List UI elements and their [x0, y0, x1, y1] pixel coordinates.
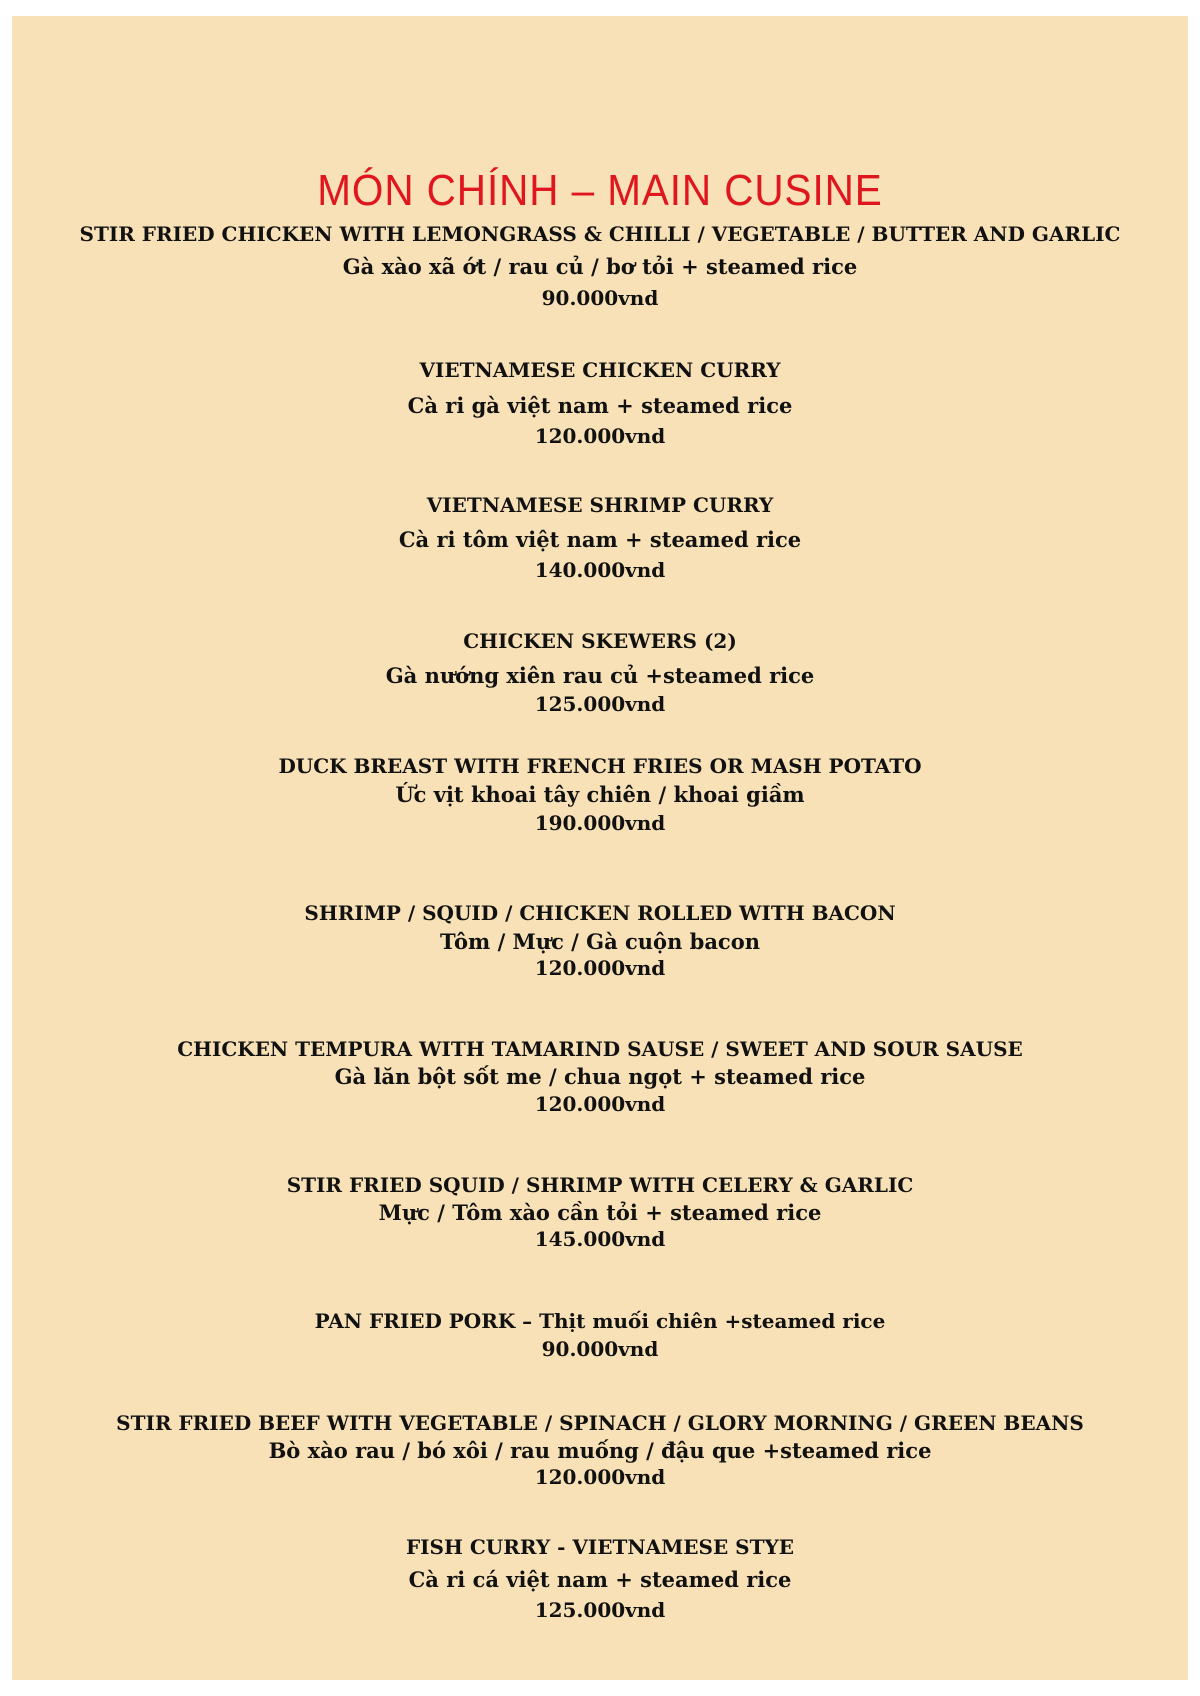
item-description: Cà ri gà việt nam + steamed rice: [407, 393, 793, 418]
item-price: 120.000vnd: [534, 424, 666, 448]
item-name: DUCK BREAST WITH FRENCH FRIES OR MASH POTATO: [278, 754, 922, 778]
item-description: Bò xào rau / bó xôi / rau muống / đậu que +steamed rice: [268, 1438, 932, 1463]
item-description: Cà ri cá việt nam + steamed rice: [408, 1567, 792, 1592]
item-name: STIR FRIED CHICKEN WITH LEMONGRASS & CHILLI / VEGETABLE / BUTTER AND GARLIC: [79, 222, 1121, 246]
item-description: Mực / Tôm xào cần tỏi + steamed rice: [378, 1200, 822, 1225]
item-description: Gà nướng xiên rau củ +steamed rice: [385, 663, 815, 688]
item-description: Gà lăn bột sốt me / chua ngọt + steamed rice: [334, 1064, 866, 1089]
item-name: STIR FRIED BEEF WITH VEGETABLE / SPINACH / GLORY MORNING / GREEN BEANS: [116, 1411, 1084, 1435]
menu-title: MÓN CHÍNH – MAIN CUSINE: [317, 166, 883, 215]
item-name: SHRIMP / SQUID / CHICKEN ROLLED WITH BACON: [304, 901, 896, 925]
item-price: 125.000vnd: [534, 1598, 666, 1622]
menu-page: [12, 16, 1188, 1680]
item-price: 120.000vnd: [534, 956, 666, 980]
item-description: Cà ri tôm việt nam + steamed rice: [398, 527, 802, 552]
item-price: 125.000vnd: [534, 692, 666, 716]
item-price: 90.000vnd: [541, 1337, 659, 1361]
item-price: 145.000vnd: [534, 1227, 666, 1251]
item-price: 90.000vnd: [541, 286, 659, 310]
item-name: CHICKEN TEMPURA WITH TAMARIND SAUSE / SWEET AND SOUR SAUSE: [177, 1037, 1023, 1061]
item-description: Gà xào xã ớt / rau củ / bơ tỏi + steamed rice: [342, 254, 858, 279]
item-price: 120.000vnd: [534, 1465, 666, 1489]
item-name: VIETNAMESE CHICKEN CURRY: [419, 358, 781, 382]
item-price: 140.000vnd: [534, 558, 666, 582]
item-description: Tôm / Mực / Gà cuộn bacon: [440, 929, 760, 954]
item-description: Ức vịt khoai tây chiên / khoai giầm: [395, 782, 805, 807]
item-name: STIR FRIED SQUID / SHRIMP WITH CELERY & GARLIC: [286, 1173, 914, 1197]
item-name: VIETNAMESE SHRIMP CURRY: [426, 493, 774, 517]
item-price: 190.000vnd: [534, 811, 666, 835]
item-price: 120.000vnd: [534, 1092, 666, 1116]
item-name: FISH CURRY - VIETNAMESE STYE: [405, 1535, 795, 1559]
item-name: CHICKEN SKEWERS (2): [463, 629, 737, 653]
item-name: PAN FRIED PORK – Thịt muối chiên +steamed rice: [314, 1309, 886, 1333]
